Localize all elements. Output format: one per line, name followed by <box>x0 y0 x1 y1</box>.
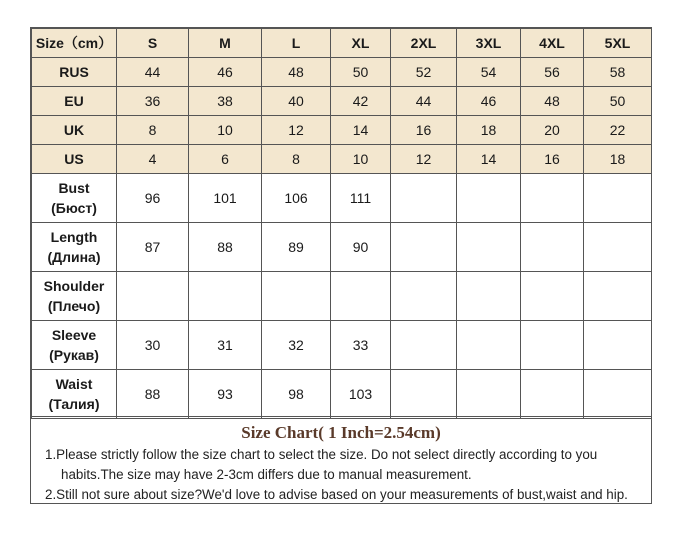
measurement-value-cell <box>331 272 391 321</box>
size-value-cell: 42 <box>331 87 391 116</box>
measurement-label-en: Length <box>50 229 98 245</box>
corner-label: Size（cm） <box>32 29 117 58</box>
measurement-value-cell: 98 <box>262 370 331 419</box>
size-value-cell: 14 <box>331 116 391 145</box>
size-value-cell: 4 <box>117 145 189 174</box>
size-value-cell: 56 <box>521 58 584 87</box>
measurement-label-ru: (Плечо) <box>47 298 101 314</box>
measurement-value-cell <box>457 272 521 321</box>
measurement-value-cell <box>521 321 584 370</box>
size-value-cell: 52 <box>391 58 457 87</box>
size-value-cell: 46 <box>189 58 262 87</box>
size-header: M <box>189 29 262 58</box>
size-value-cell: 16 <box>521 145 584 174</box>
measurement-value-cell <box>457 223 521 272</box>
size-value-cell: 22 <box>584 116 652 145</box>
size-value-cell: 16 <box>391 116 457 145</box>
measurement-row <box>32 223 652 272</box>
measurement-label-en: Waist <box>55 376 93 392</box>
size-header: S <box>117 29 189 58</box>
measurement-value-cell: 101 <box>189 174 262 223</box>
conversion-row <box>32 58 652 87</box>
note-1: 1.Please strictly follow the size chart to select the size. Do not select directly according to you <box>45 447 598 462</box>
size-value-cell: 40 <box>262 87 331 116</box>
region-label: US <box>32 145 117 174</box>
measurement-value-cell: 106 <box>262 174 331 223</box>
size-value-cell: 10 <box>331 145 391 174</box>
size-table <box>31 28 652 419</box>
size-value-cell: 50 <box>331 58 391 87</box>
measurement-value-cell <box>391 321 457 370</box>
size-value-cell: 46 <box>457 87 521 116</box>
size-value-cell: 48 <box>262 58 331 87</box>
measurement-value-cell <box>391 370 457 419</box>
size-value-cell: 54 <box>457 58 521 87</box>
measurement-value-cell <box>457 321 521 370</box>
notes-title: Size Chart( 1 Inch=2.54cm) <box>241 423 441 442</box>
conversion-row <box>32 87 652 116</box>
size-value-cell: 48 <box>521 87 584 116</box>
size-value-cell: 18 <box>457 116 521 145</box>
size-value-cell: 36 <box>117 87 189 116</box>
table-header-row <box>32 29 652 58</box>
size-chart <box>30 27 652 504</box>
measurement-label <box>32 174 117 223</box>
size-value-cell: 38 <box>189 87 262 116</box>
measurement-value-cell <box>521 174 584 223</box>
size-value-cell: 6 <box>189 145 262 174</box>
region-label: EU <box>32 87 117 116</box>
size-value-cell: 14 <box>457 145 521 174</box>
size-header: 5XL <box>584 29 652 58</box>
measurement-value-cell: 88 <box>189 223 262 272</box>
measurement-label-ru: (Бюст) <box>51 200 97 216</box>
measurement-value-cell <box>521 272 584 321</box>
size-value-cell: 18 <box>584 145 652 174</box>
size-value-cell: 44 <box>391 87 457 116</box>
measurement-value-cell: 33 <box>331 321 391 370</box>
size-header: 3XL <box>457 29 521 58</box>
measurement-label <box>32 321 117 370</box>
measurement-value-cell: 30 <box>117 321 189 370</box>
size-value-cell: 10 <box>189 116 262 145</box>
size-value-cell: 12 <box>391 145 457 174</box>
measurement-value-cell: 90 <box>331 223 391 272</box>
measurement-label-en: Shoulder <box>43 278 105 294</box>
conversion-row <box>32 145 652 174</box>
measurement-label-ru: (Длина) <box>47 249 101 265</box>
measurement-value-cell <box>584 223 652 272</box>
measurement-value-cell <box>117 272 189 321</box>
measurement-label <box>32 272 117 321</box>
measurement-label-ru: (Талия) <box>48 396 100 412</box>
measurement-row <box>32 272 652 321</box>
measurement-value-cell: 31 <box>189 321 262 370</box>
measurement-value-cell: 96 <box>117 174 189 223</box>
measurement-label <box>32 370 117 419</box>
note-1-continued: habits.The size may have 2-3cm differs due to manual measurement. <box>61 467 472 482</box>
size-value-cell: 58 <box>584 58 652 87</box>
note-2: 2.Still not sure about size?We'd love to advise based on your measurements of bust,waist and hip. <box>45 487 628 502</box>
measurement-value-cell <box>521 370 584 419</box>
measurement-value-cell <box>391 272 457 321</box>
size-header: 4XL <box>521 29 584 58</box>
measurement-value-cell <box>189 272 262 321</box>
measurement-value-cell <box>521 223 584 272</box>
measurement-label-en: Sleeve <box>51 327 97 343</box>
measurement-value-cell <box>457 174 521 223</box>
measurement-row <box>32 370 652 419</box>
size-header: L <box>262 29 331 58</box>
measurement-value-cell <box>457 370 521 419</box>
size-value-cell: 8 <box>117 116 189 145</box>
size-value-cell: 20 <box>521 116 584 145</box>
measurement-value-cell: 111 <box>331 174 391 223</box>
size-value-cell: 44 <box>117 58 189 87</box>
measurement-value-cell <box>391 174 457 223</box>
measurement-value-cell: 93 <box>189 370 262 419</box>
measurement-value-cell: 32 <box>262 321 331 370</box>
size-header: XL <box>331 29 391 58</box>
conversion-row <box>32 116 652 145</box>
measurement-value-cell: 88 <box>117 370 189 419</box>
measurement-label-ru: (Рукав) <box>49 347 99 363</box>
measurement-row <box>32 174 652 223</box>
measurement-value-cell <box>584 321 652 370</box>
measurement-value-cell <box>584 174 652 223</box>
measurement-label <box>32 223 117 272</box>
measurement-value-cell: 89 <box>262 223 331 272</box>
measurement-value-cell: 87 <box>117 223 189 272</box>
size-header: 2XL <box>391 29 457 58</box>
size-value-cell: 12 <box>262 116 331 145</box>
measurement-value-cell <box>391 223 457 272</box>
region-label: UK <box>32 116 117 145</box>
measurement-value-cell <box>584 272 652 321</box>
measurement-value-cell: 103 <box>331 370 391 419</box>
measurement-value-cell <box>262 272 331 321</box>
size-value-cell: 8 <box>262 145 331 174</box>
measurement-label-en: Bust <box>58 180 90 196</box>
region-label: RUS <box>32 58 117 87</box>
measurement-row <box>32 321 652 370</box>
size-notes <box>31 416 651 505</box>
measurement-value-cell <box>584 370 652 419</box>
size-value-cell: 50 <box>584 87 652 116</box>
